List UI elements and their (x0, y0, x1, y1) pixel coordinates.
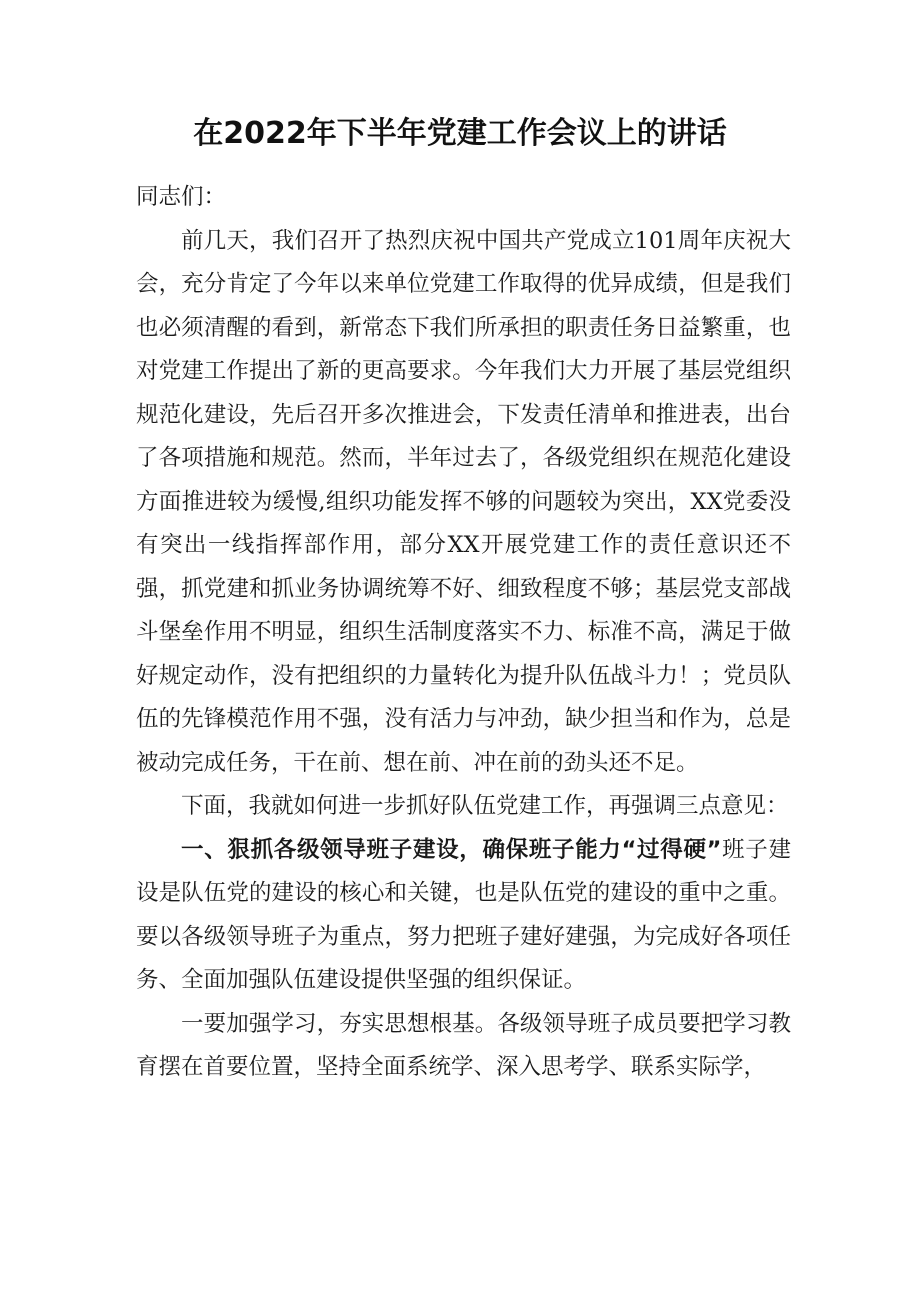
paragraph-2: 下面，我就如何进一步抓好队伍党建工作，再强调三点意见： (181, 793, 789, 819)
paragraph-1: 前几天，我们召开了热烈庆祝中国共产党成立101周年庆祝大会，充分肯定了今年以来单位党建工作取得的优异成绩，但是我们也必须清醒的看到，新常态下我们所承担的职责任务日益繁重，也对党建工作提出了新的更高要求。今年我们大力开展了基层党组织规范化建设，先后召开多次推进会，下发责任清单和推进表，出台了各项措施和规范。然而，半年过去了，各级党组织在规范化建设方面推进较为缓慢,组织功能发挥不够的问题较为突出，XX党委没有突出一线指挥部作用，部分XX开展党建工作的责任意识还不强，抓党建和抓业务协调统筹不好、细致程度不够；基层党支部战斗堡垒作用不明显，组织生活制度落实不力、标准不高，满足于做好规定动作，没有把组织的力量转化为提升队伍战斗力！；党员队伍的先锋模范作用不强，没有活力与冲劲，缺少担当和作为，总是被动完成任务，干在前、想在前、冲在前的劲头还不足。 (136, 227, 791, 776)
document-title: 在2022年下半年党建工作会议上的讲话 (193, 116, 727, 151)
salutation: 同志们： (136, 184, 227, 210)
document-body (136, 176, 791, 1090)
paragraph-3-text: 班子建设是队伍党的建设的核心和关键，也是队伍党的建设的重中之重。要以各级领导班子为重点，努力把班子建好建强，为完成好各项任务、全面加强队伍建设提供坚强的组织保证。 (136, 836, 791, 993)
paragraph-3 (136, 829, 791, 1003)
paragraph-4: 一要加强学习，夯实思想根基。各级领导班子成员要把学习教育摆在首要位置，坚持全面系统学、深入思考学、联系实际学， (136, 1010, 791, 1080)
section-heading-1: 一、狠抓各级领导班子建设，确保班子能力“过得硬” (181, 836, 722, 863)
